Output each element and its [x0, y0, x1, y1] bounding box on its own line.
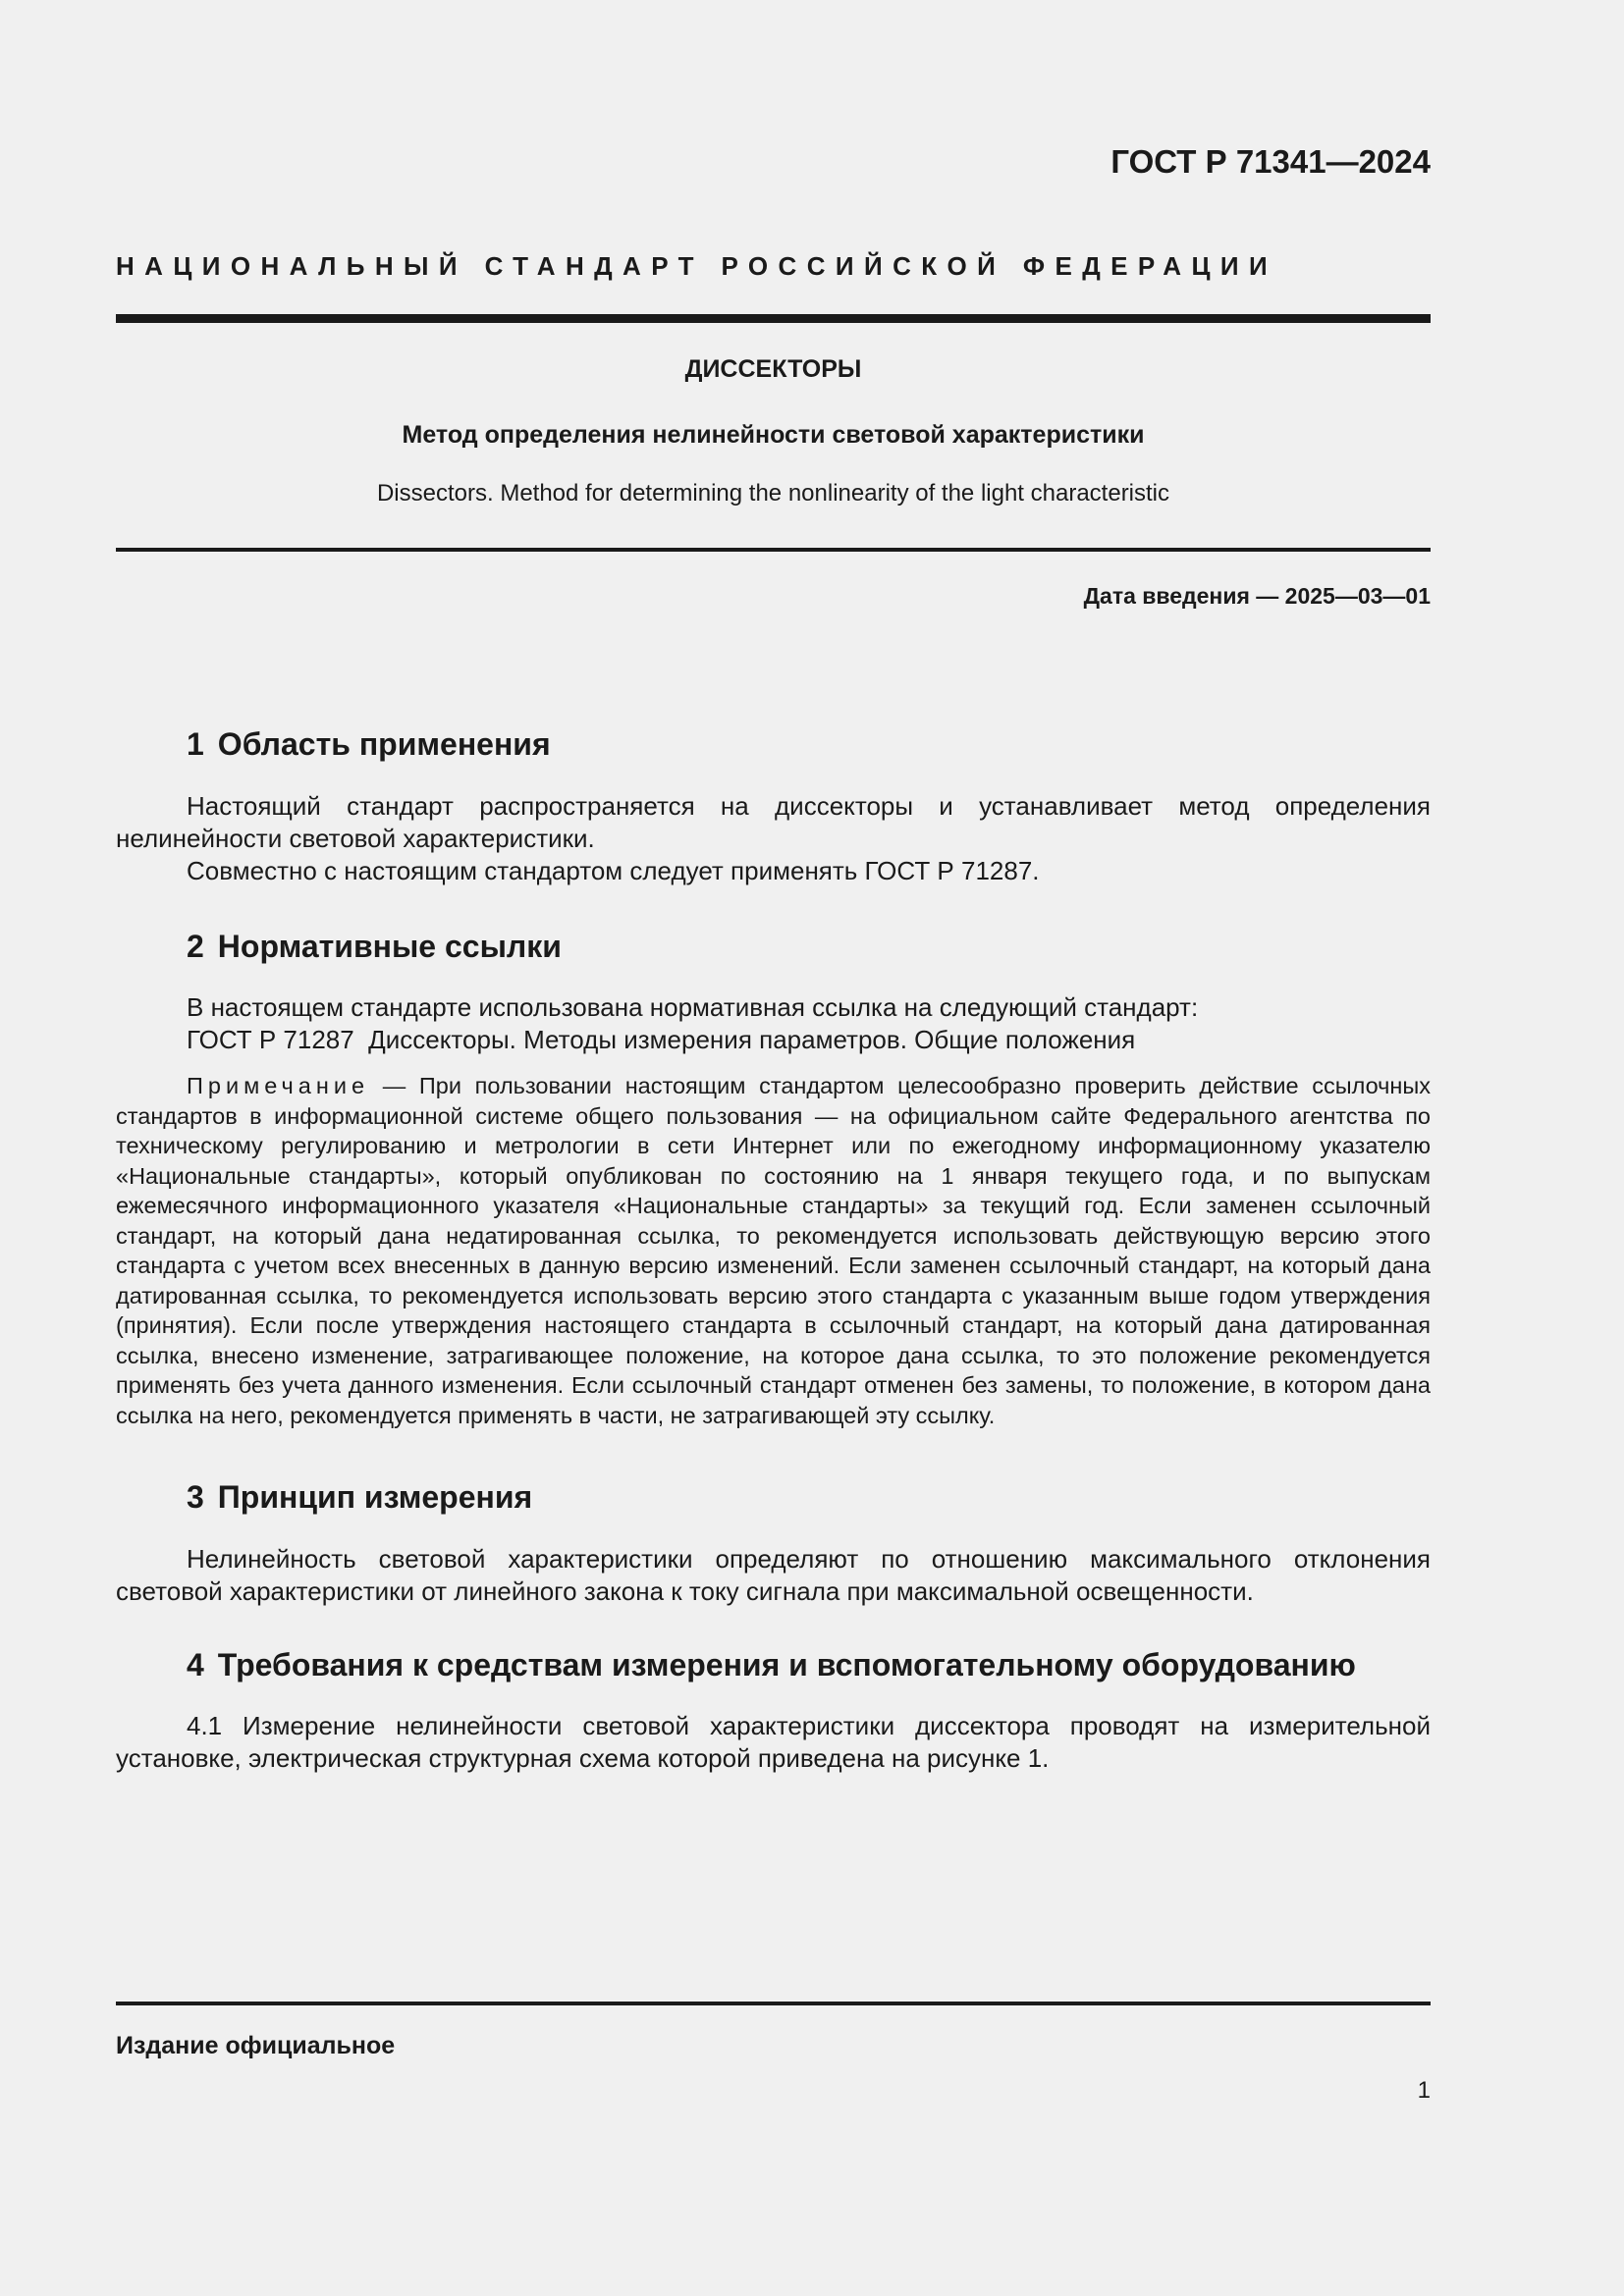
- document-page: [116, 0, 1431, 2296]
- section-title: Область применения: [217, 726, 551, 762]
- section-number: 3: [187, 1479, 204, 1516]
- paragraph: Нелинейность световой характеристики определяют по отношению максимального отклонения световой характеристики от линейного закона к току сигнала при максимальной освещенности.: [116, 1543, 1431, 1606]
- effective-date: Дата введения — 2025—03—01: [1083, 583, 1431, 609]
- edition-label: Издание официальное: [116, 2032, 396, 2059]
- section-number: 1: [187, 726, 204, 762]
- section-title: Нормативные ссылки: [217, 928, 562, 964]
- document-code: ГОСТ Р 71341—2024: [1110, 143, 1431, 180]
- section-heading-measurement-principle: [116, 1477, 1431, 1519]
- document-subtitle: Метод определения нелинейности световой характеристики: [402, 421, 1145, 449]
- note-text: — При пользовании настоящим стандартом целесообразно проверить действие ссылочных стандартов в информационной системе общего пользования — на официальном сайте Федерального агентства по техническому регулированию и метрологии в сети Интернет или по ежегодному информационному указателю «Национальные стандарты», который опубликован по состоянию на 1 января текущего года, и по выпускам ежемесячного информационного указателя «Национальные стандарты» за текущий год. Если заменен ссылочный стандарт, на который дана недатированная ссылка, то рекомендуется использовать действующую версию этого стандарта с учетом всех внесенных в данную версию изменений. Если заменен ссылочный стандарт, на который дана датированная ссылка, то рекомендуется использовать версию этого стандарта с указанным выше годом утверждения (принятия). Если после утверждения настоящего стандарта в ссылочный стандарт, на который дана датированная ссылка, внесено изменение, затрагивающее положение, на которое дана ссылка, то это положение рекомендуется применять без учета данного изменения. Если ссылочный стандарт отменен без замены, то положение, в котором дана ссылка на него, рекомендуется применять в части, не затрагивающей эту ссылку.: [116, 1073, 1431, 1428]
- document-title-english: Dissectors. Method for determining the nonlinearity of the light characteristic: [376, 480, 1170, 507]
- section-heading-equipment-requirements: [116, 1645, 1431, 1686]
- reference-item: ГОСТ Р 71287 Диссекторы. Методы измерения параметров. Общие положения: [187, 1025, 1136, 1055]
- section-title: Принцип измерения: [217, 1479, 533, 1516]
- note-label: Примечание: [187, 1073, 370, 1099]
- section-heading-scope: [116, 724, 1431, 766]
- paragraph: В настоящем стандарте использована нормативная ссылка на следующий стандарт:: [187, 992, 1199, 1023]
- paragraph: Совместно с настоящим стандартом следует применять ГОСТ Р 71287.: [187, 855, 1040, 885]
- section-heading-normative-references: [116, 927, 1431, 968]
- title-divider: [116, 548, 1431, 552]
- page-number: 1: [1417, 2077, 1431, 2104]
- note: [116, 1071, 1431, 1430]
- footer-divider: [116, 2002, 1431, 2005]
- section-number: 4: [187, 1646, 204, 1682]
- paragraph: Настоящий стандарт распространяется на диссекторы и устанавливает метод определения нелинейности световой характеристики.: [116, 790, 1431, 853]
- paragraph: 4.1 Измерение нелинейности световой характеристики диссектора проводят на измерительной установке, электрическая структурная схема которой приведена на рисунке 1.: [116, 1711, 1431, 1774]
- document-title: ДИССЕКТОРЫ: [684, 355, 862, 383]
- section-title: Требования к средствам измерения и вспомогательному оборудованию: [217, 1646, 1356, 1682]
- national-standard-heading: НАЦИОНАЛЬНЫЙ СТАНДАРТ РОССИЙСКОЙ ФЕДЕРАЦИИ: [116, 251, 1278, 281]
- section-number: 2: [187, 928, 204, 964]
- document-body: [116, 724, 1431, 1775]
- header-divider-thick: [116, 314, 1431, 323]
